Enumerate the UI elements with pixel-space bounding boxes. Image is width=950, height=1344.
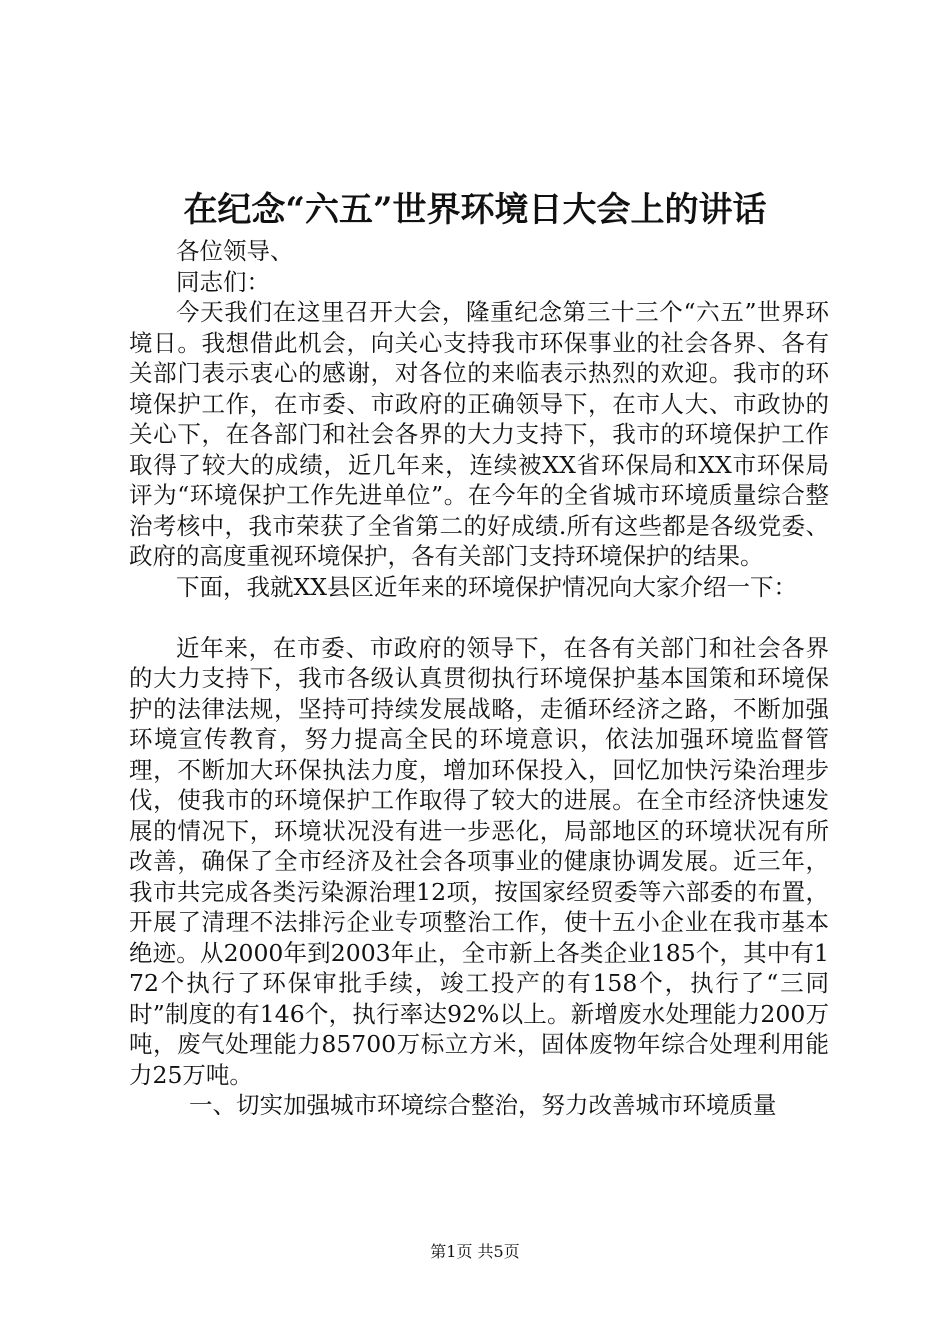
greeting-line: 各位领导、 (176, 237, 294, 265)
blank-line (129, 602, 829, 633)
document-body (129, 236, 829, 1121)
page-footer: 第1页 共5页 (430, 1242, 520, 1261)
paragraph: 今天我们在这里召开大会，隆重纪念第三十三个“六五”世界环境日。我想借此机会，向关心支持我市环保事业的社会各界、各有关部门表示衷心的感谢，对各位的来临表示热烈的欢迎。我市的环境保护工作，在市委、市政府的正确领导下，在市人大、市政协的关心下，在各部门和社会各界的大力支持下，我市的环境保护工作取得了较大的成绩，近几年来，连续被XX省环保局和XX市环保局评为“环境保护工作先进单位”。在今年的全省城市环境质量综合整治考核中，我市荣获了全省第二的好成绩.所有这些都是各级党委、政府的高度重视环境保护，各有关部门支持环境保护的结果。 (129, 298, 829, 570)
section-heading: 一、切实加强城市环境综合整治，努力改善城市环境质量 (189, 1091, 777, 1119)
document-title: 在纪念“六五”世界环境日大会上的讲话 (183, 190, 767, 230)
paragraph: 近年来，在市委、市政府的领导下，在各有关部门和社会各界的大力支持下，我市各级认真贯彻执行环境保护基本国策和环境保护的法律法规，坚持可持续发展战略，走循环经济之路，不断加强环境宣传教育，努力提高全民的环境意识，依法加强环境监督管理，不断加大环保执法力度，增加环保投入，回忆加快污染治理步伐，使我市的环境保护工作取得了较大的进展。在全市经济快速发展的情况下，环境状况没有进一步恶化，局部地区的环境状况有所改善，确保了全市经济及社会各项事业的健康协调发展。近三年，我市共完成各类污染源治理12项，按国家经贸委等六部委的布置，开展了清理不法排污企业专项整治工作，使十五小企业在我市基本绝迹。从2000年到2003年止，全市新上各类企业185个，其中有172个执行了环保审批手续，竣工投产的有158个，执行了“三同时”制度的有146个，执行率达92%以上。新增废水处理能力200万吨，废气处理能力85700万标立方米，固体废物年综合处理利用能力25万吨。 (129, 633, 829, 1089)
paragraph: 下面，我就XX县区近年来的环境保护情况向大家介绍一下： (176, 572, 797, 601)
greeting-line: 同志们： (176, 267, 270, 296)
